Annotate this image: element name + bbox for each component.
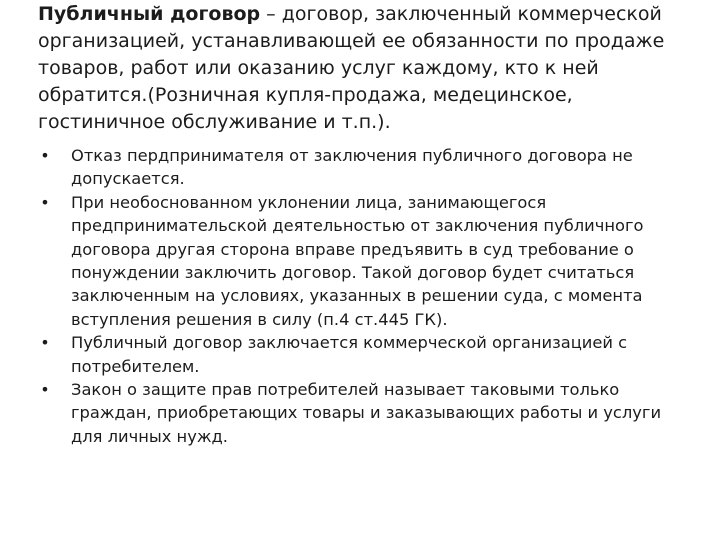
bullet-item [38,144,696,191]
bullet-list [38,144,696,448]
bullet-text: Закон о защите прав потребителей называет таковыми только граждан, приобретающих товары и заказывающих работы и услуги для личных нужд. [71,380,662,446]
bullet-item [38,378,696,448]
bullet-text: Публичный договор заключается коммерческой организацией с потребителем. [71,333,628,376]
term-definition: – договор, заключенный коммерческой организацией, устанавливающей ее обязанности по продаже товаров, работ или оказанию услуг каждому, кто к ней обратится.(Розничная купля-продажа, медецинское, гостиничное обслуживание и т.п.). [38,3,665,133]
bullet-icon: • [40,192,50,212]
bullet-item [38,331,696,378]
bullet-icon: • [40,333,50,353]
bullet-icon: • [40,380,50,400]
intro-paragraph [38,0,696,136]
bullet-icon: • [40,146,50,165]
bullet-item [38,191,696,331]
term-heading: Публичный договор [38,3,261,25]
bullet-text: При необоснованном уклонении лица, занимающегося предпринимательской деятельностью от заключения публичного договора другая сторона вправе предъявить в суд требование о понуждении заключить договор. Такой договор будет считаться заключенным на условиях, указанных в решении суда, с момента вступления решения в силу (п.4 ст.445 ГК). [71,192,644,329]
bullet-text: Отказ пердпринимателя от заключения публичного договора не допускается. [71,146,633,189]
